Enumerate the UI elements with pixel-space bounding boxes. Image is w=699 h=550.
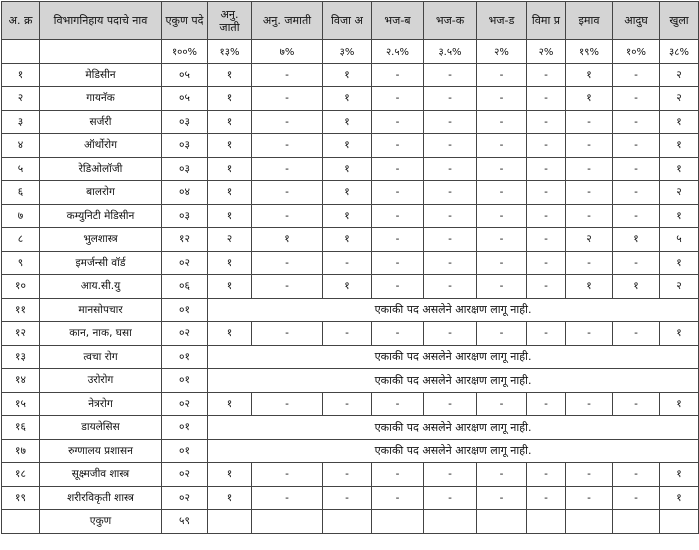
table-cell: - <box>527 63 566 87</box>
percentage-cell <box>2 40 40 64</box>
table-row <box>2 134 699 158</box>
table-cell: १ <box>323 204 372 228</box>
table-cell: ०५ <box>162 87 208 111</box>
percentage-cell: २.५% <box>372 40 424 64</box>
table-cell: ०४ <box>162 181 208 205</box>
table-cell: १ <box>660 322 699 346</box>
table-cell: - <box>613 251 660 275</box>
table-cell: १ <box>660 463 699 487</box>
table-cell: १० <box>2 275 40 299</box>
table-cell <box>323 510 372 534</box>
table-cell: - <box>613 392 660 416</box>
table-cell: - <box>477 486 527 510</box>
table-cell: १२ <box>162 228 208 252</box>
table-row <box>2 369 699 393</box>
col-header-dept: विभागनिहाय पदाचे नाव <box>40 2 162 40</box>
table-cell: - <box>424 463 477 487</box>
col-header-ntc: भज-क <box>424 2 477 40</box>
table-cell: १७ <box>2 439 40 463</box>
table-cell: ९ <box>2 251 40 275</box>
table-row <box>2 204 699 228</box>
table-cell: १ <box>208 275 252 299</box>
table-cell: - <box>372 87 424 111</box>
table-cell: १ <box>208 134 252 158</box>
table-cell: १ <box>566 87 613 111</box>
table-cell: सर्जरी <box>40 110 162 134</box>
table-cell <box>372 510 424 534</box>
table-cell: ५ <box>2 157 40 181</box>
table-cell: - <box>566 157 613 181</box>
table-cell: डायलेसिस <box>40 416 162 440</box>
table-cell: - <box>252 157 323 181</box>
table-cell: - <box>252 275 323 299</box>
table-row <box>2 157 699 181</box>
table-cell: १४ <box>2 369 40 393</box>
table-cell: १ <box>2 63 40 87</box>
table-cell: १ <box>660 204 699 228</box>
col-header-vja: विजा अ <box>323 2 372 40</box>
table-cell: - <box>566 204 613 228</box>
percentage-cell: २% <box>527 40 566 64</box>
table-cell <box>613 510 660 534</box>
table-cell: - <box>613 134 660 158</box>
not-applicable-note: एकाकी पद असलेने आरक्षण लागू नाही. <box>208 439 699 463</box>
percentage-cell: १३% <box>208 40 252 64</box>
table-cell <box>660 510 699 534</box>
table-cell: - <box>613 110 660 134</box>
col-header-sr: अ. क्र <box>2 2 40 40</box>
table-cell: - <box>372 134 424 158</box>
table-cell: - <box>323 463 372 487</box>
total-row <box>2 510 699 534</box>
total-value: ५९ <box>162 510 208 534</box>
table-cell: - <box>477 63 527 87</box>
table-cell: १ <box>323 157 372 181</box>
table-cell: - <box>566 251 613 275</box>
percentage-cell: ७% <box>252 40 323 64</box>
header-row <box>2 2 699 40</box>
table-cell: १ <box>323 110 372 134</box>
table-cell: ०१ <box>162 345 208 369</box>
table-cell: - <box>424 110 477 134</box>
table-cell: - <box>252 181 323 205</box>
table-cell: - <box>323 251 372 275</box>
table-cell: - <box>372 228 424 252</box>
table-cell: - <box>527 110 566 134</box>
table-cell: मेडिसीन <box>40 63 162 87</box>
table-cell: - <box>252 486 323 510</box>
table-cell: - <box>252 63 323 87</box>
col-header-ntd: भज-ड <box>477 2 527 40</box>
not-applicable-note: एकाकी पद असलेने आरक्षण लागू नाही. <box>208 369 699 393</box>
table-row <box>2 110 699 134</box>
table-cell: २ <box>660 181 699 205</box>
table-cell: बालरोग <box>40 181 162 205</box>
table-cell: ०३ <box>162 134 208 158</box>
table-cell: - <box>613 463 660 487</box>
table-cell: - <box>252 134 323 158</box>
table-cell: - <box>566 134 613 158</box>
table-cell: रुग्णालय प्रशासन <box>40 439 162 463</box>
table-cell: २ <box>660 275 699 299</box>
not-applicable-note: एकाकी पद असलेने आरक्षण लागू नाही. <box>208 298 699 322</box>
not-applicable-note: एकाकी पद असलेने आरक्षण लागू नाही. <box>208 345 699 369</box>
table-cell: - <box>613 486 660 510</box>
percentage-cell: १००% <box>162 40 208 64</box>
table-cell: १ <box>208 157 252 181</box>
table-cell: - <box>372 63 424 87</box>
table-cell: १३ <box>2 345 40 369</box>
table-row <box>2 416 699 440</box>
table-cell: सूक्ष्मजीव शास्त्र <box>40 463 162 487</box>
col-header-sbc: विमा प्र <box>527 2 566 40</box>
table-cell: - <box>566 110 613 134</box>
table-cell: - <box>477 463 527 487</box>
table-cell: - <box>527 157 566 181</box>
table-cell: - <box>527 486 566 510</box>
table-row <box>2 439 699 463</box>
table-cell: ३ <box>2 110 40 134</box>
table-cell: आय.सी.यु <box>40 275 162 299</box>
table-cell: गायनॅक <box>40 87 162 111</box>
col-header-obc: इमाव <box>566 2 613 40</box>
table-cell: - <box>424 486 477 510</box>
table-cell <box>477 510 527 534</box>
table-cell: - <box>527 392 566 416</box>
table-cell: - <box>527 181 566 205</box>
col-header-st: अनु. जमाती <box>252 2 323 40</box>
table-cell: ०३ <box>162 110 208 134</box>
percentage-cell <box>40 40 162 64</box>
table-row <box>2 63 699 87</box>
table-cell: १ <box>660 392 699 416</box>
table-cell: - <box>566 486 613 510</box>
table-cell: - <box>477 134 527 158</box>
table-cell: उरोरोग <box>40 369 162 393</box>
table-cell: - <box>527 134 566 158</box>
table-cell: १ <box>208 87 252 111</box>
table-cell: १ <box>208 181 252 205</box>
table-cell: - <box>477 204 527 228</box>
table-cell: १ <box>252 228 323 252</box>
table-cell: - <box>477 87 527 111</box>
table-cell: - <box>477 322 527 346</box>
table-cell: - <box>372 392 424 416</box>
table-cell <box>566 510 613 534</box>
table-cell: - <box>477 110 527 134</box>
table-cell: ७ <box>2 204 40 228</box>
table-cell: ०१ <box>162 439 208 463</box>
table-cell: ०२ <box>162 392 208 416</box>
table-cell: - <box>613 322 660 346</box>
table-cell: इमर्जन्सी वॉर्ड <box>40 251 162 275</box>
table-cell: १ <box>566 275 613 299</box>
table-cell <box>527 510 566 534</box>
total-label: एकुण <box>40 510 162 534</box>
table-cell: - <box>613 204 660 228</box>
table-cell: ५ <box>660 228 699 252</box>
table-cell: ८ <box>2 228 40 252</box>
table-row <box>2 345 699 369</box>
table-cell: - <box>372 322 424 346</box>
table-cell: - <box>613 181 660 205</box>
table-row <box>2 392 699 416</box>
table-cell: १ <box>323 134 372 158</box>
table-cell: - <box>252 110 323 134</box>
table-row <box>2 463 699 487</box>
table-cell: - <box>323 322 372 346</box>
table-row <box>2 275 699 299</box>
table-cell: १ <box>660 486 699 510</box>
table-cell <box>208 510 252 534</box>
table-cell: - <box>424 228 477 252</box>
table-cell: १ <box>208 63 252 87</box>
table-cell: - <box>252 322 323 346</box>
table-cell: - <box>477 392 527 416</box>
table-cell: - <box>252 251 323 275</box>
table-cell: रेडिओलॉजी <box>40 157 162 181</box>
table-cell: १ <box>208 251 252 275</box>
table-cell: १ <box>208 486 252 510</box>
table-cell: - <box>613 87 660 111</box>
table-cell: २ <box>208 228 252 252</box>
table-cell: - <box>372 204 424 228</box>
table-cell: - <box>424 392 477 416</box>
table-cell: १ <box>208 110 252 134</box>
table-cell: - <box>424 251 477 275</box>
table-cell: १ <box>323 87 372 111</box>
table-cell: - <box>252 392 323 416</box>
table-cell: १ <box>323 181 372 205</box>
table-cell: २ <box>660 63 699 87</box>
table-cell: ०१ <box>162 369 208 393</box>
percentage-row <box>2 40 699 64</box>
table-cell: १२ <box>2 322 40 346</box>
table-cell: १५ <box>2 392 40 416</box>
table-cell: - <box>477 157 527 181</box>
table-cell: नेत्ररोग <box>40 392 162 416</box>
table-cell: - <box>424 204 477 228</box>
table-cell: - <box>613 157 660 181</box>
table-cell: - <box>527 228 566 252</box>
table-cell: १ <box>613 275 660 299</box>
table-cell: - <box>424 157 477 181</box>
table-cell: - <box>566 322 613 346</box>
table-cell: ०२ <box>162 486 208 510</box>
table-cell: - <box>477 181 527 205</box>
table-cell: - <box>527 251 566 275</box>
table-cell: १९ <box>2 486 40 510</box>
table-cell: - <box>527 463 566 487</box>
table-cell: १८ <box>2 463 40 487</box>
table-cell: १ <box>323 275 372 299</box>
table-cell: ०३ <box>162 157 208 181</box>
col-header-sc: अनु. जाती <box>208 2 252 40</box>
table-cell: ०२ <box>162 322 208 346</box>
percentage-cell: ३.५% <box>424 40 477 64</box>
table-cell: १ <box>208 463 252 487</box>
col-header-ews: आदुघ <box>613 2 660 40</box>
table-cell: - <box>477 251 527 275</box>
table-cell: - <box>372 181 424 205</box>
table-row <box>2 181 699 205</box>
table-cell: - <box>424 322 477 346</box>
table-cell: ऑर्थोरोग <box>40 134 162 158</box>
table-body <box>2 40 699 534</box>
table-cell: ६ <box>2 181 40 205</box>
table-cell: - <box>252 463 323 487</box>
table-cell: ०६ <box>162 275 208 299</box>
table-cell: - <box>477 275 527 299</box>
table-cell: २ <box>2 87 40 111</box>
table-cell: १ <box>613 228 660 252</box>
table-cell: ०३ <box>162 204 208 228</box>
table-cell: - <box>566 463 613 487</box>
table-cell: - <box>566 392 613 416</box>
table-cell: - <box>566 181 613 205</box>
table-cell: १ <box>208 322 252 346</box>
percentage-cell: ३% <box>323 40 372 64</box>
table-cell: १ <box>660 134 699 158</box>
table-cell: - <box>372 110 424 134</box>
table-cell: - <box>252 87 323 111</box>
percentage-cell: २% <box>477 40 527 64</box>
table-cell: कम्युनिटी मेडिसीन <box>40 204 162 228</box>
table-cell: ०५ <box>162 63 208 87</box>
table-cell: ०२ <box>162 251 208 275</box>
table-cell: ०१ <box>162 416 208 440</box>
table-cell: - <box>372 486 424 510</box>
table-cell: - <box>372 275 424 299</box>
table-cell: - <box>323 486 372 510</box>
table-cell: भुलशास्त्र <box>40 228 162 252</box>
table-cell: - <box>527 87 566 111</box>
table-cell: - <box>252 204 323 228</box>
table-cell: १ <box>660 110 699 134</box>
table-cell: - <box>424 134 477 158</box>
table-cell: - <box>372 157 424 181</box>
table-cell: - <box>372 463 424 487</box>
table-cell: - <box>527 322 566 346</box>
table-cell: मानसोपचार <box>40 298 162 322</box>
table-cell <box>2 510 40 534</box>
reservation-table <box>1 1 699 534</box>
col-header-open: खुला <box>660 2 699 40</box>
percentage-cell: १९% <box>566 40 613 64</box>
table-cell: त्वचा रोग <box>40 345 162 369</box>
table-row <box>2 486 699 510</box>
table-cell: ४ <box>2 134 40 158</box>
table-cell: १ <box>660 251 699 275</box>
table-cell: १ <box>208 392 252 416</box>
percentage-cell: ३८% <box>660 40 699 64</box>
table-cell <box>424 510 477 534</box>
percentage-cell: १०% <box>613 40 660 64</box>
table-row <box>2 228 699 252</box>
table-cell: - <box>527 204 566 228</box>
table-cell: - <box>477 228 527 252</box>
table-cell: १ <box>323 228 372 252</box>
table-cell: ११ <box>2 298 40 322</box>
table-cell: १ <box>566 63 613 87</box>
table-cell: २ <box>566 228 613 252</box>
table-cell: - <box>424 87 477 111</box>
table-cell: १ <box>208 204 252 228</box>
table-cell <box>252 510 323 534</box>
table-cell: - <box>323 392 372 416</box>
table-cell: २ <box>660 87 699 111</box>
table-cell: १६ <box>2 416 40 440</box>
col-header-total: एकुण पदे <box>162 2 208 40</box>
table-row <box>2 322 699 346</box>
table-cell: - <box>424 275 477 299</box>
table-cell: शरीरविकृती शास्त्र <box>40 486 162 510</box>
col-header-ntb: भज-ब <box>372 2 424 40</box>
table-cell: - <box>527 275 566 299</box>
table-cell: १ <box>323 63 372 87</box>
table-cell: - <box>372 251 424 275</box>
table-cell: ०१ <box>162 298 208 322</box>
table-cell: - <box>613 63 660 87</box>
not-applicable-note: एकाकी पद असलेने आरक्षण लागू नाही. <box>208 416 699 440</box>
table-cell: ०२ <box>162 463 208 487</box>
table-cell: १ <box>660 157 699 181</box>
table-cell: कान, नाक, घसा <box>40 322 162 346</box>
table-row <box>2 87 699 111</box>
table-row <box>2 251 699 275</box>
table-row <box>2 298 699 322</box>
table-cell: - <box>424 181 477 205</box>
table-cell: - <box>424 63 477 87</box>
